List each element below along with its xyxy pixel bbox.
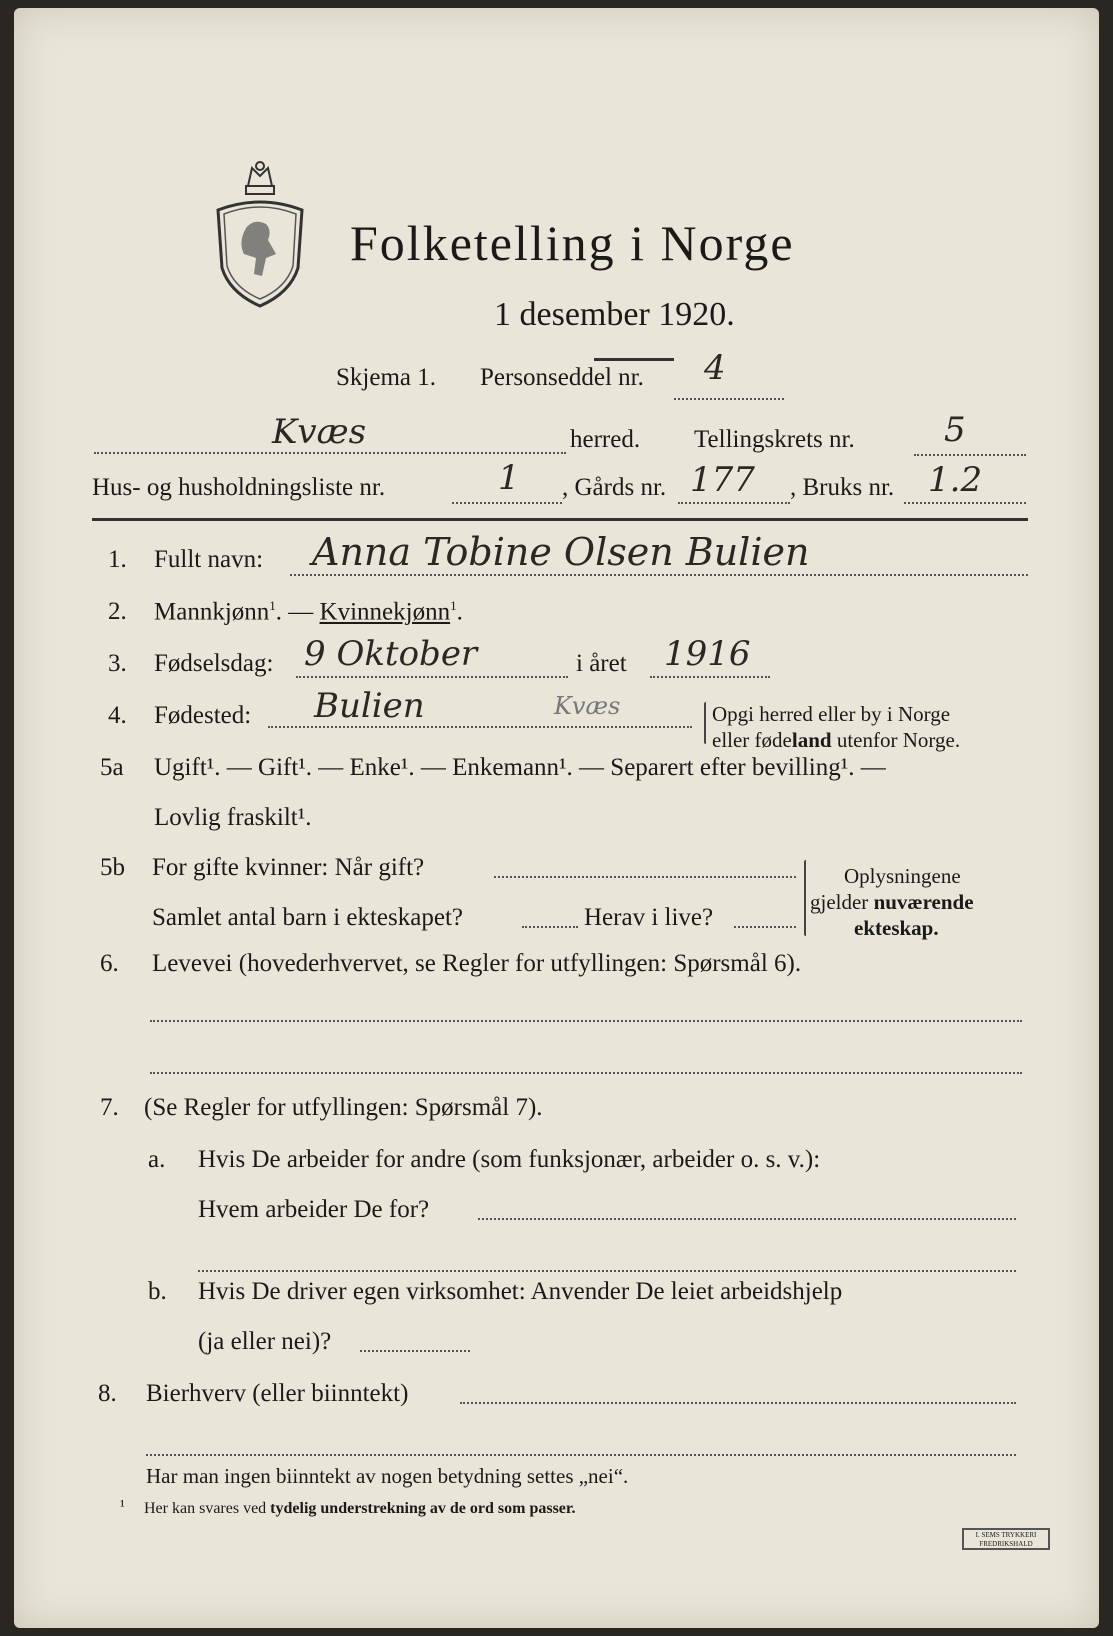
- page-title: Folketelling i Norge: [350, 215, 795, 271]
- children-count-field-line: [522, 926, 578, 928]
- q4-label: Fødested:: [154, 702, 252, 729]
- tellingskrets-field-line: [914, 454, 1026, 456]
- q7-label: (Se Regler for utfyllingen: Spørsmål 7).: [144, 1094, 543, 1121]
- side-income-note: Har man ingen biinntekt av nogen betydning settes „nei“.: [146, 1464, 629, 1488]
- bruks-label: , Bruks nr.: [790, 474, 895, 501]
- printer-stamp-line1: I. SEMS TRYKKERI: [975, 1531, 1037, 1539]
- marriage-note-bold: nuværende: [873, 890, 974, 914]
- herred-field-line: [94, 452, 566, 454]
- married-when-field-line: [494, 876, 796, 878]
- birthplace-note-part2: utenfor Norge.: [831, 728, 961, 752]
- bruks-field-line: [904, 502, 1026, 504]
- birthplace-field-line: [268, 726, 692, 728]
- birth-year-value[interactable]: 1916: [664, 634, 751, 674]
- birthplace-note-line1: Opgi herred eller by i Norge: [712, 702, 951, 726]
- side-income-field-line[interactable]: [460, 1402, 1016, 1404]
- birthday-value[interactable]: 9 Oktober: [304, 634, 478, 674]
- footnote: [144, 1500, 576, 1518]
- hired-help-field-line[interactable]: [360, 1350, 470, 1352]
- birthday-field-line: [296, 676, 568, 678]
- hired-help-label: (ja eller nei)?: [198, 1328, 332, 1355]
- occupation-field-line-2[interactable]: [150, 1072, 1022, 1074]
- footnote-bold-text: tydelig understrekning av de ord som passer.: [270, 1500, 576, 1517]
- male-option[interactable]: Mannkjønn: [154, 598, 270, 626]
- q7a-letter: a.: [148, 1146, 166, 1173]
- husholdningsliste-field-line: [452, 502, 562, 504]
- census-form-page: [14, 8, 1099, 1628]
- personseddel-field-line: [674, 398, 784, 400]
- q3-number: 3.: [108, 650, 127, 677]
- q1-number: 1.: [108, 546, 127, 573]
- marriage-note-line3: ekteskap.: [854, 916, 939, 940]
- children-count-label: Samlet antal barn i ekteskapet?: [152, 904, 463, 931]
- married-when-label: For gifte kvinner: Når gift?: [152, 854, 425, 881]
- husholdningsliste-value[interactable]: 1: [498, 458, 520, 498]
- printer-stamp: [962, 1528, 1050, 1550]
- birthplace-value[interactable]: Bulien: [314, 686, 425, 726]
- birthplace-note-bold: land: [791, 728, 832, 752]
- birthplace-note-line2: [712, 728, 960, 753]
- gards-value[interactable]: 177: [690, 460, 755, 500]
- employer-field-line[interactable]: [478, 1218, 1016, 1220]
- year-label: i året: [576, 650, 627, 677]
- gender-separator: . —: [275, 598, 314, 626]
- marriage-note-bracket: [804, 860, 806, 936]
- occupation-label: Levevei (hovederhvervet, se Regler for utfyllingen: Spørsmål 6).: [152, 950, 802, 977]
- gender-end: .: [456, 598, 463, 626]
- q7a-question: Hvis De arbeider for andre (som funksjonær, arbeider o. s. v.):: [198, 1146, 821, 1173]
- q2-gender-row: [154, 598, 463, 626]
- side-income-field-line-2[interactable]: [146, 1454, 1016, 1456]
- q7b-question: Hvis De driver egen virksomhet: Anvender De leiet arbeidshjelp: [198, 1278, 843, 1305]
- occupation-field-line-1[interactable]: [150, 1020, 1022, 1022]
- marriage-note-line1: Oplysningene: [844, 864, 961, 888]
- herred-label: herred.: [570, 426, 641, 453]
- footnote-mark: ¹: [120, 1498, 125, 1515]
- title-divider: [594, 358, 674, 361]
- gards-field-line: [678, 502, 790, 504]
- full-name-field-line: [290, 574, 1028, 576]
- norwegian-coat-of-arms-icon: [210, 158, 310, 313]
- marriage-note-part: gjelder: [810, 890, 874, 914]
- female-option-selected[interactable]: Kvinnekjønn: [319, 598, 451, 626]
- q7-number: 7.: [100, 1094, 119, 1121]
- q6-number: 6.: [100, 950, 119, 977]
- tellingskrets-value[interactable]: 5: [944, 410, 966, 450]
- q1-label: Fullt navn:: [154, 546, 264, 573]
- side-income-label: Bierhverv (eller biinntekt): [146, 1380, 409, 1407]
- full-name-value[interactable]: Anna Tobine Olsen Bulien: [312, 530, 810, 574]
- q4-number: 4.: [108, 702, 127, 729]
- q5b-number: 5b: [100, 854, 125, 881]
- q3-label: Fødselsdag:: [154, 650, 274, 677]
- male-footnote-mark: 1: [269, 598, 276, 613]
- husholdningsliste-label: Hus- og husholdningsliste nr.: [92, 474, 386, 501]
- header-separator: [92, 518, 1028, 521]
- footnote-text: Her kan svares ved: [144, 1500, 271, 1517]
- q5a-number: 5a: [100, 754, 124, 781]
- printer-stamp-line2: FREDRIKSHALD: [979, 1540, 1033, 1548]
- children-alive-field-line: [734, 926, 796, 928]
- q7b-letter: b.: [148, 1278, 167, 1305]
- birthplace-secondary-value[interactable]: Kvæs: [554, 692, 621, 720]
- census-date: 1 desember 1920.: [494, 296, 735, 333]
- marital-status-options[interactable]: Ugift¹. — Gift¹. — Enke¹. — Enkemann¹. — Separert efter bevilling¹. —: [154, 754, 886, 781]
- bruks-value[interactable]: 1.2: [928, 460, 983, 500]
- marital-status-options-cont[interactable]: Lovlig fraskilt¹.: [154, 804, 312, 831]
- q8-number: 8.: [98, 1380, 117, 1407]
- birth-year-field-line: [650, 676, 770, 678]
- birthplace-note-part1: eller føde: [712, 728, 792, 752]
- personseddel-value[interactable]: 4: [704, 348, 726, 388]
- gards-label: , Gårds nr.: [562, 474, 667, 501]
- herred-value[interactable]: Kvæs: [272, 412, 367, 452]
- tellingskrets-label: Tellingskrets nr.: [694, 426, 855, 453]
- children-alive-label: Herav i live?: [584, 904, 714, 931]
- marriage-note-line2: [810, 890, 974, 915]
- employer-field-line-2[interactable]: [198, 1270, 1016, 1272]
- skjema-label: Skjema 1.: [336, 364, 436, 391]
- q2-number: 2.: [108, 598, 127, 625]
- personseddel-label: Personseddel nr.: [480, 364, 644, 391]
- birthplace-note-bracket: [704, 702, 706, 744]
- female-footnote-mark: 1: [450, 598, 457, 613]
- employer-label: Hvem arbeider De for?: [198, 1196, 430, 1223]
